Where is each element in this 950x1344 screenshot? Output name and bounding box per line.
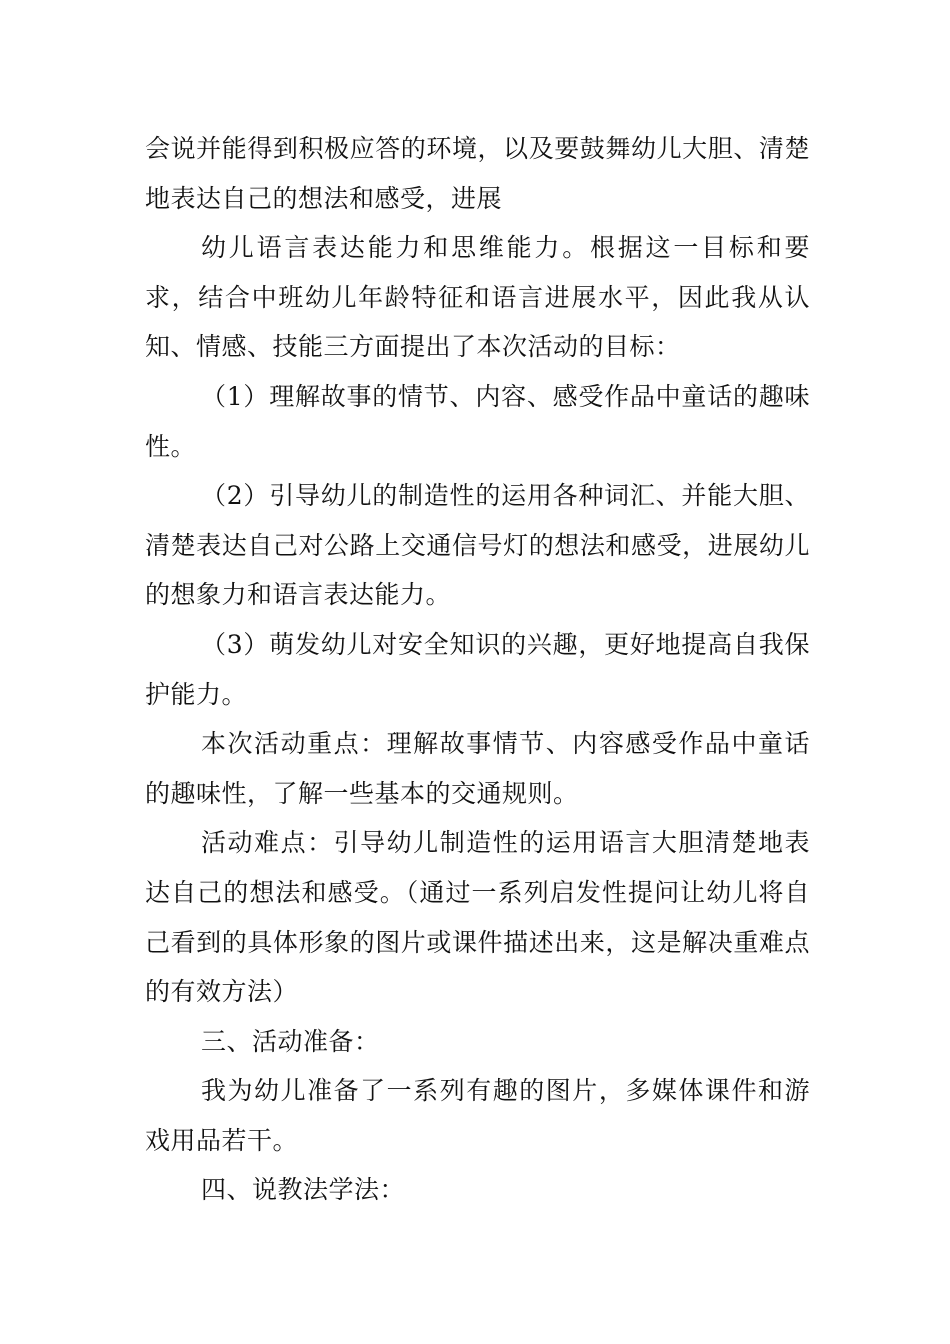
paragraph-2: 幼儿语言表达能力和思维能力。根据这一目标和要求，结合中班幼儿年龄特征和语言进展水平，因此我从认知、情感、技能三方面提出了本次活动的目标： (145, 233, 810, 362)
key-point-paragraph: 本次活动重点：理解故事情节、内容感受作品中童话的趣味性，了解一些基本的交通规则。 (145, 729, 810, 808)
document-body (145, 124, 810, 1215)
section-heading-preparation: 三、活动准备： (201, 1026, 380, 1056)
objective-2: （2）引导幼儿的制造性的运用各种词汇、并能大胆、清楚表达自己对公路上交通信号灯的想法和感受，进展幼儿的想象力和语言表达能力。 (145, 481, 810, 610)
section-heading-methods: 四、说教法学法： (201, 1175, 406, 1205)
objective-3: （3）萌发幼儿对安全知识的兴趣，更好地提高自我保护能力。 (145, 629, 810, 709)
objective-1: （1）理解故事的情节、内容、感受作品中童话的趣味性。 (145, 381, 810, 461)
preparation-paragraph: 我为幼儿准备了一系列有趣的图片，多媒体课件和游戏用品若干。 (145, 1076, 810, 1155)
paragraph-1: 会说并能得到积极应答的环境，以及要鼓舞幼儿大胆、清楚地表达自己的想法和感受，进展 (145, 134, 810, 213)
difficulty-paragraph: 活动难点：引导幼儿制造性的运用语言大胆清楚地表达自己的想法和感受。（通过一系列启发性提问让幼儿将自己看到的具体形象的图片或课件描述出来，这是解决重难点的有效方法） (145, 828, 810, 1007)
